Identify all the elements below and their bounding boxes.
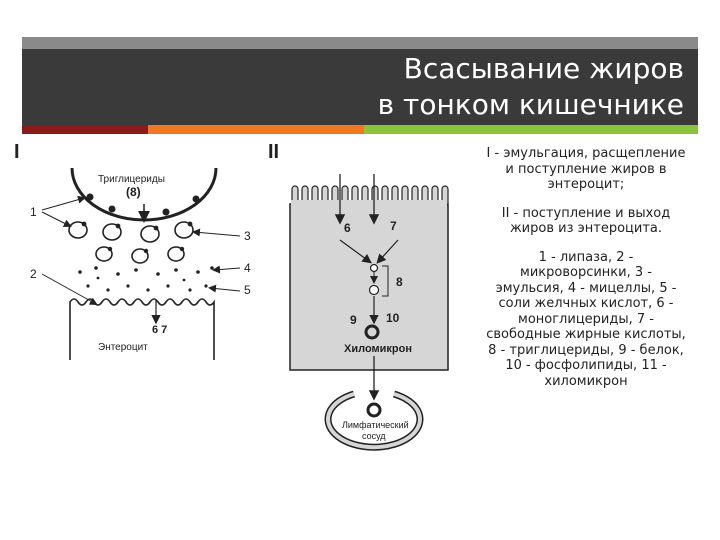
label-8: 8: [396, 275, 403, 289]
label-4: 4: [244, 261, 251, 275]
lymph-label-2: сосуд: [362, 431, 386, 441]
label-3: 3: [244, 229, 251, 243]
lipase-dot: [109, 206, 116, 213]
lipase-dot: [87, 194, 94, 201]
arrow-label-1: [42, 212, 70, 226]
description-part-2: II - поступление и выход жиров из энтероцита.: [501, 205, 671, 236]
arrow-label-3: [194, 232, 240, 236]
triglycerides-number: (8): [126, 185, 141, 199]
chylomicron-in-lymph: [368, 404, 380, 416]
title-line-1: Всасывание жиров: [403, 52, 684, 85]
triglycerides-label: Триглицериды: [98, 174, 165, 185]
chylomicron-label: Хиломикрон: [344, 343, 413, 355]
diagram-I-roman: I: [14, 141, 20, 163]
cell-apical-fill: [291, 200, 447, 208]
label-6-7: 6 7: [152, 324, 168, 336]
description-legend: 1 - липаза, 2 - микроворсинки, 3 - эмульсия, 4 - мицеллы, 5 - соли желчных кислот, 6 - моноглицериды, 7 - свободные жирные кислоты, 8 - триглицериды, 9 - белок, 10 - фосфолипиды, 11 - хиломикрон: [486, 249, 686, 389]
label-10: 10: [386, 311, 400, 325]
micelle-dots: [78, 266, 214, 291]
diagram-II-roman: II: [268, 141, 280, 163]
label-2: 2: [30, 267, 37, 281]
label-1: 1: [30, 205, 37, 219]
label-7: 7: [390, 219, 397, 233]
label-9: 9: [350, 313, 357, 327]
label-6: 6: [344, 221, 351, 235]
description-text: [486, 146, 686, 402]
lipase-dot: [163, 209, 170, 216]
triglyceride-droplet-small: [370, 286, 379, 295]
lipase-dot: [193, 196, 200, 203]
description-part-1: I - эмульгация, расщепление и поступление жиров в энтероцит;: [486, 146, 686, 192]
lymph-label-1: Лимфатический: [342, 420, 409, 430]
arrow-label-1: [42, 198, 84, 210]
arrow-label-5: [210, 288, 240, 291]
triglyceride-droplet-small: [371, 265, 378, 272]
enterocyte-label: Энтероцит: [98, 342, 148, 353]
emulsion-droplets: [69, 222, 193, 263]
arrow-label-4: [214, 268, 240, 270]
label-5: 5: [244, 283, 251, 297]
title-line-2: в тонком кишечнике: [377, 88, 684, 121]
